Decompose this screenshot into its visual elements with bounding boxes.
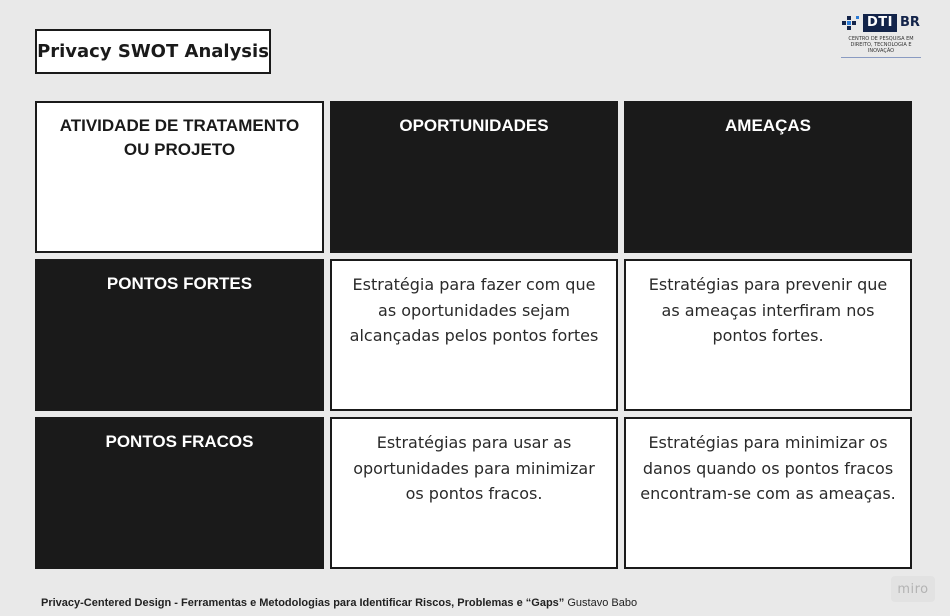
logo-br-text: BR (900, 15, 920, 30)
logo-dti-text: DTI (863, 14, 897, 32)
swot-header-weaknesses[interactable]: PONTOS FRACOS (35, 417, 324, 569)
logo-subtitle: CENTRO DE PESQUISA EM DIREITO, TECNOLOGIA E INOVAÇÃO (848, 36, 914, 54)
logo-divider (841, 57, 921, 58)
footer-caption (41, 597, 637, 609)
swot-header-opportunities[interactable]: OPORTUNIDADES (330, 101, 618, 253)
swot-header-strengths[interactable]: PONTOS FORTES (35, 259, 324, 411)
board-title[interactable]: Privacy SWOT Analysis (35, 29, 271, 74)
swot-cell-strengths-threats[interactable]: Estratégias para prevenir que as ameaças interfiram nos pontos fortes. (624, 259, 912, 411)
swot-cell-weaknesses-opportunities[interactable]: Estratégias para usar as oportunidades para minimizar os pontos fracos. (330, 417, 618, 569)
swot-corner-label[interactable]: ATIVIDADE DE TRATAMENTO OU PROJETO (35, 101, 324, 253)
swot-cell-weaknesses-threats[interactable]: Estratégias para minimizar os danos quando os pontos fracos encontram-se com as ameaças. (624, 417, 912, 569)
miro-watermark: miro (891, 576, 935, 602)
swot-grid (35, 101, 912, 569)
swot-header-threats[interactable]: AMEAÇAS (624, 101, 912, 253)
swot-cell-strengths-opportunities[interactable]: Estratégia para fazer com que as oportunidades sejam alcançadas pelos pontos fortes (330, 259, 618, 411)
logo-pixel-icon (842, 14, 860, 32)
logo-wordmark (842, 14, 924, 32)
dtibr-logo (838, 14, 924, 66)
footer-author: Gustavo Babo (567, 597, 638, 609)
footer-title: Privacy-Centered Design - Ferramentas e Metodologias para Identificar Riscos, Problemas e “Gaps” (41, 597, 565, 609)
